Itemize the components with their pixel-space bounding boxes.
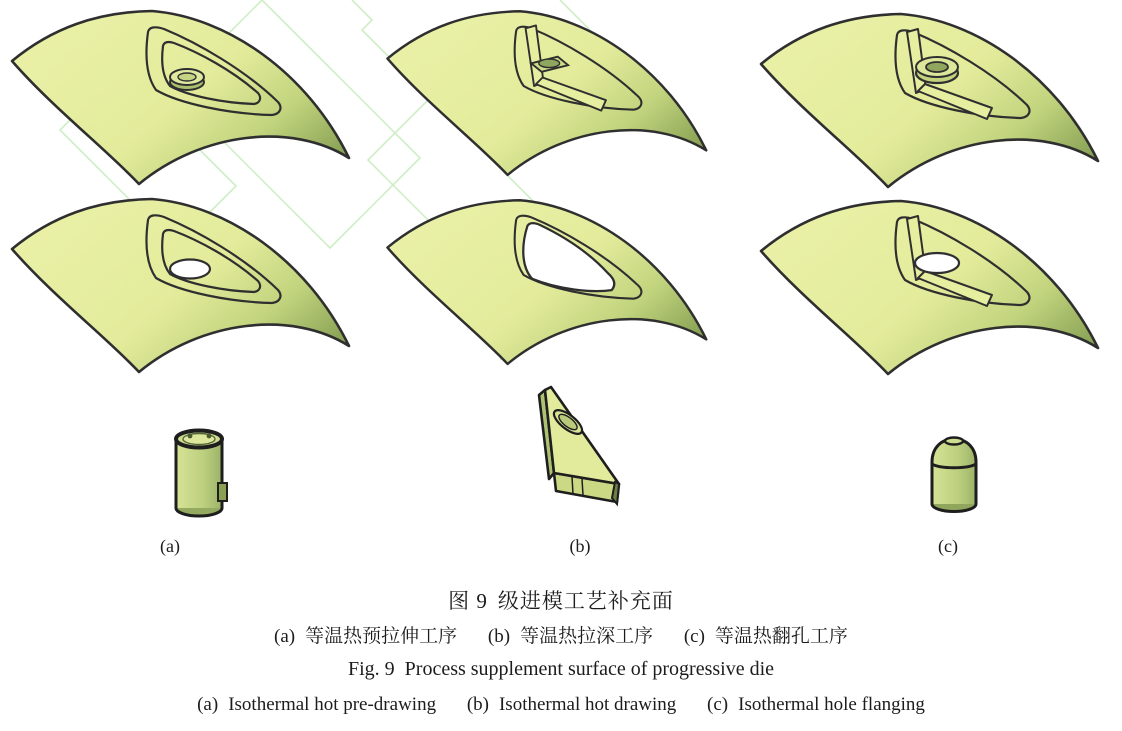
panel-c-flange-ring xyxy=(916,57,958,83)
caption-en xyxy=(0,658,1122,681)
panel-a-pierced-hole xyxy=(170,260,210,279)
panel-label-a: (a) xyxy=(160,536,180,556)
step-en-b: (b) Isothermal hot drawing xyxy=(466,694,677,715)
panel-b-lower-surface xyxy=(378,188,728,380)
caption-zh-title: 级进模工艺补充面 xyxy=(497,589,674,613)
panel-a-upper-surface xyxy=(2,2,372,197)
panel-label-c: (c) xyxy=(938,536,958,556)
step-en-c: (c) Isothermal hole flanging xyxy=(707,694,925,715)
step-zh-c: (c) 等温热翻孔工序 xyxy=(683,626,848,647)
caption-zh-steps xyxy=(0,621,1122,648)
caption-zh xyxy=(0,585,1122,615)
caption-zh-fig-no: 图 9 xyxy=(448,589,488,613)
caption-en-fig-no: Fig. 9 xyxy=(347,658,395,680)
step-zh-b: (b) 等温热拉深工序 xyxy=(487,626,654,647)
panel-b-wedge-punch xyxy=(520,378,660,518)
step-zh-a: (a) 等温热预拉伸工序 xyxy=(274,626,458,647)
panel-c-upper-surface xyxy=(750,5,1122,200)
panel-a-punch-cylinder xyxy=(140,415,260,525)
panel-b-upper-surface xyxy=(378,0,728,190)
panel-label-b: (b) xyxy=(569,536,591,556)
panel-c-flanging-punch xyxy=(900,412,1010,522)
caption-en-steps xyxy=(0,694,1122,716)
panel-a-lower-surface xyxy=(2,190,372,385)
panel-c-lower-surface xyxy=(750,192,1122,387)
panel-a-pre-draw-bump xyxy=(170,69,204,90)
step-en-a: (a) Isothermal hot pre-drawing xyxy=(197,694,437,715)
caption-en-title: Process supplement surface of progressive die xyxy=(404,658,775,680)
panel-c-flanged-hole xyxy=(915,253,959,273)
